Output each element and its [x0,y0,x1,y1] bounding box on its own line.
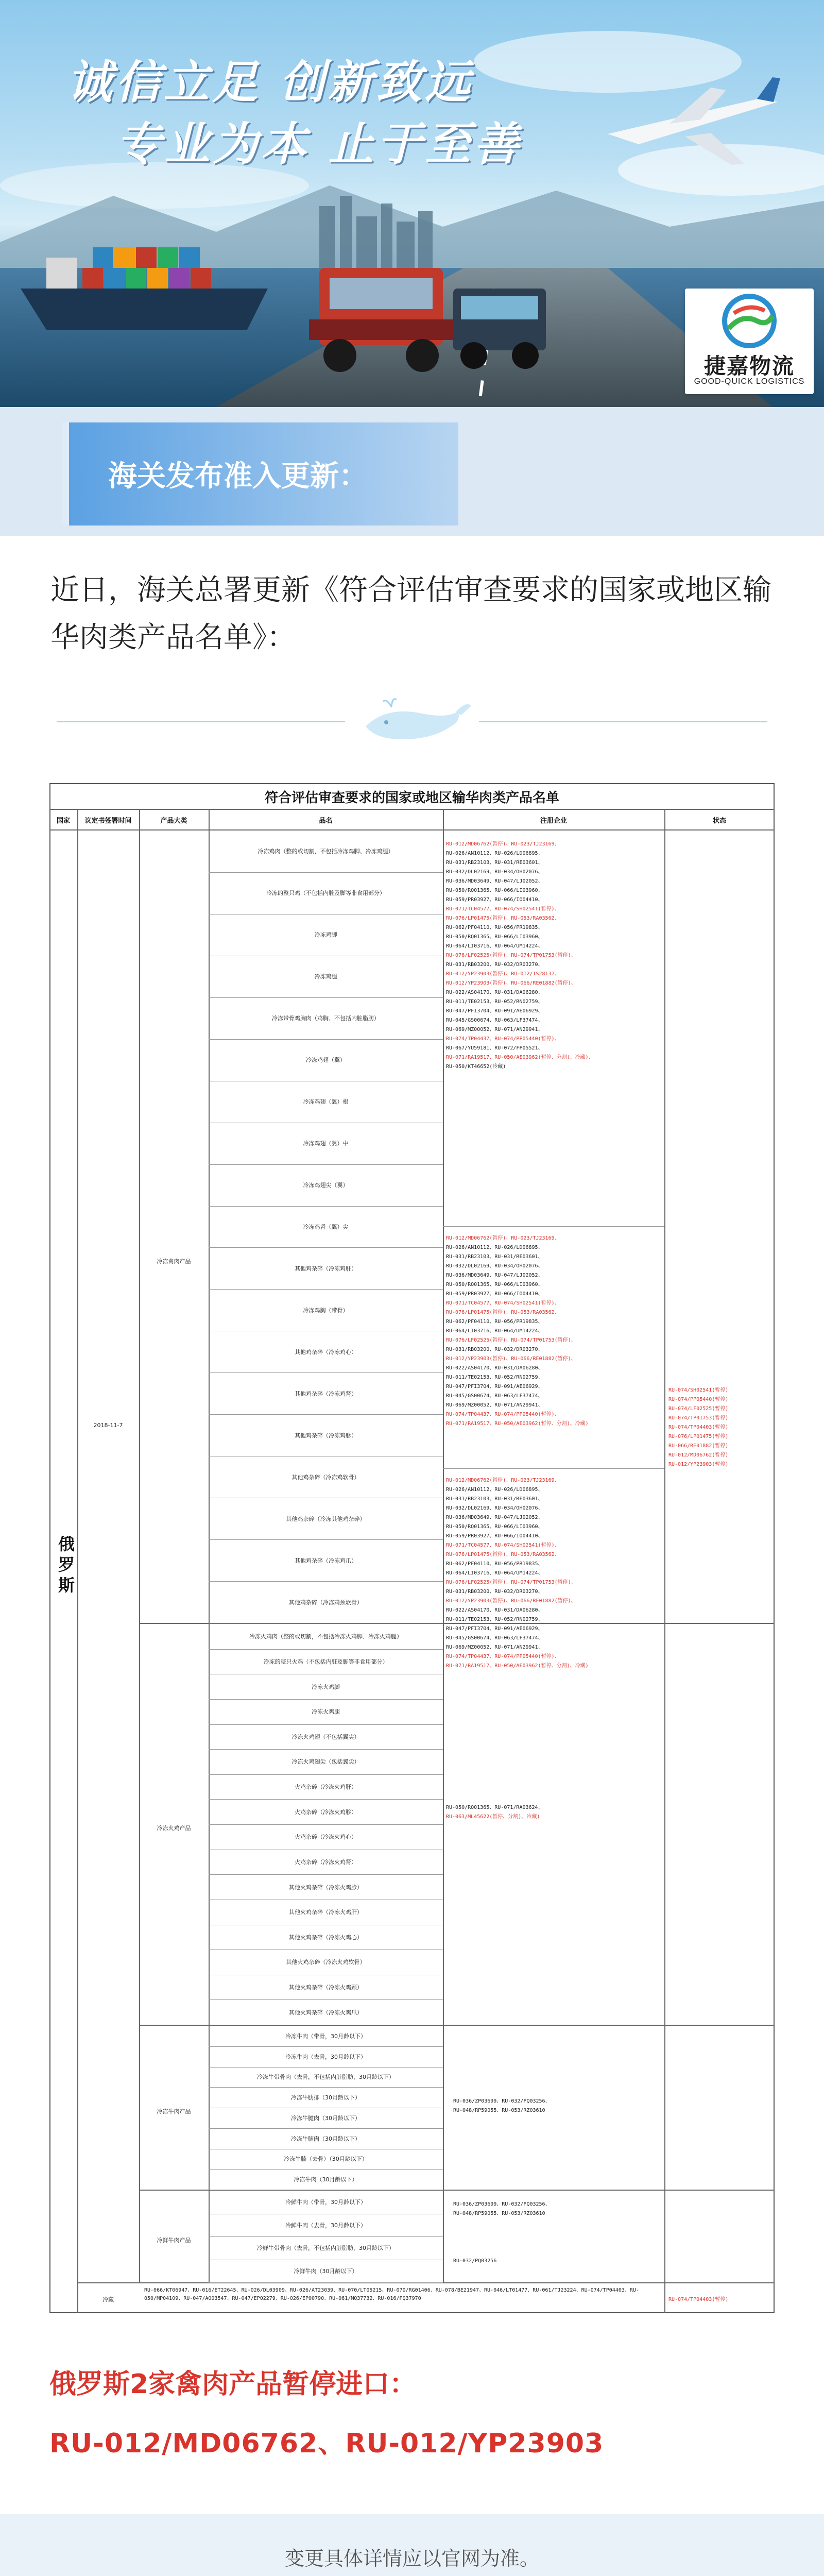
table-row-divider [209,2087,443,2088]
table-rule [139,809,140,2282]
product-name: 冷冻牛肉（30月龄以下） [294,2176,358,2183]
document-title: 符合评估审查要求的国家或地区输华肉类产品名单 [264,790,559,806]
category-poultry: 冷冻禽肉产品 [157,1258,191,1265]
product-name: 其他火鸡杂碎（冷冻火鸡爪） [289,2009,363,2016]
product-name: 其他鸡杂碎（冷冻鸡肝） [295,1265,357,1272]
table-row-divider [209,1581,443,1582]
table-row-divider [209,1774,443,1775]
product-name: 冷冻牛肉（去骨，30月龄以下） [285,2053,366,2060]
enterprise-list-3: RU-012/MD06762(暂停)、RU-023/TJ23169、 RU-026/AN10112、RU-026/LD06895、 RU-031/RB23103、RU-031/RE03601、 RU-032/DL02169、RU-034/OH02076、 RU-036/MD03649、RU-047/LJ02052、 RU-050/RQ01365、RU-066/LI03960、 RU-059/PR03927、RU-066/IO04410、 RU-071/TC04577、RU-074/SH02541(暂停)、 RU-076/LP01475(暂停)、RU-053/RA03562、 RU-062/PF04110、RU-056/PR19835、 RU-064/LI03716、RU-064/UM14224、 RU-076/LF02525(暂停)、RU-074/TP01753(暂停)、 RU-031/RB03200、RU-032/DR03270、 RU-012/YP23903(暂停)、RU-066/RE01882(暂停)、 RU-022/AS04170、RU-031/DA06280、 RU-011/TE02153、RU-052/RN02759、 RU-047/PFI3704、RU-091/AE06929、 RU-045/GS00674、RU-063/LF37474、 RU-069/MZ00052、RU-071/AN29941、 RU-074/TP04437、RU-074/PP05440(暂停)、 RU-071/RA19517、RU-050/AE03962(暂停、分割)、冷藏) [446,1478,589,1669]
product-name: 冷冻鸡翅（翼）中 [303,1140,349,1147]
header-banner [0,0,824,407]
category-frozen-beef: 冷冻牛肉产品 [157,2108,191,2115]
product-name: 冷冻火鸡翅（不包括翼尖） [291,1733,360,1740]
table-rule [443,1468,664,1469]
intro-paragraph: 近日，海关总署更新《符合评估审查要求的国家或地区输华肉类产品名单》： [50,573,771,654]
enterprise-list-2: RU-012/MD06762(暂停)、RU-023/TJ23169、 RU-026/AN10112、RU-026/LD06895、 RU-031/RB23103、RU-031/RE03601、 RU-032/DL02169、RU-034/OH02076、 RU-036/MD03649、RU-047/LJ02052、 RU-050/RQ01365、RU-066/LI03960、 RU-059/PR03927、RU-066/IO04410、 RU-071/TC04577、RU-074/SH02541(暂停)、 RU-076/LP01475(暂停)、RU-053/RA03562、 RU-062/PF04110、RU-056/PR19835、 RU-064/LI03716、RU-064/UM14224、 RU-076/LF02525(暂停)、RU-074/TP01753(暂停)、 RU-031/RB03200、RU-032/DR03270、 RU-012/YP23903(暂停)、RU-066/RE01882(暂停)、 RU-022/AS04170、RU-031/DA06280、 RU-011/TE02153、RU-052/RN02759、 RU-047/PFI3704、RU-091/AE06929、 RU-045/GS00674、RU-063/LF37474、 RU-069/MZ00052、RU-071/AN29941、 RU-074/TP04437、RU-074/PP05440(暂停)、 RU-071/RA19517、RU-050/AE03962(暂停、分割)、冷藏) [446,1235,589,1427]
table-row-divider [209,997,443,998]
table-row-divider [209,2128,443,2129]
divider-line [479,721,767,722]
product-name: 冷冻火鸡肉（整的或切割，不包括冷冻火鸡脚、冷冻火鸡腿） [249,1633,402,1640]
brand-logo-icon [721,293,778,349]
product-name: 冷冻牛肋排（30月龄以下） [291,2094,360,2102]
product-name: 冷冻鸡翅（翼） [306,1057,346,1064]
whale-icon [355,690,474,752]
product-name: 冷鲜牛肉（带骨，30月龄以下） [285,2199,366,2206]
table-rule [664,809,665,2313]
product-name: 其他火鸡杂碎（冷冻火鸡胗） [289,1884,363,1891]
table-row-divider [209,1649,443,1650]
category-turkey: 冷冻火鸡产品 [157,1825,191,1832]
product-name: 其他鸡杂碎（冷冻鸡颈软骨） [289,1599,363,1606]
divider-line [57,721,345,722]
table-row-divider [209,872,443,873]
table-row-divider [209,1206,443,1207]
table-row-divider [209,1724,443,1725]
meat-product-list-document [49,783,775,2313]
header-product-name: 品名 [319,817,333,825]
header-enterprises: 注册企业 [540,817,567,825]
product-name: 冷冻鸡脚 [314,931,337,939]
category-chilled: 冷藏 [102,2296,114,2303]
product-name: 其他火鸡杂碎（冷冻火鸡颈） [289,1984,363,1991]
product-name: 其他鸡杂碎（冷冻鸡爪） [295,1557,357,1564]
section-title-accent [62,422,69,526]
banner-slogan-line1: 诚信立足 创新致远 [67,55,473,109]
product-name: 冷鲜牛带骨肉（去骨，不包括内脏脂肪，30月龄以下） [257,2245,394,2252]
product-name: 其他鸡杂碎（冷冻鸡心） [295,1348,357,1355]
product-name: 其他火鸡杂碎（冷冻火鸡软骨） [286,1959,366,1966]
table-row-divider [209,1289,443,1290]
table-rule [49,829,775,831]
product-name: 冷冻鸡腿 [314,973,337,980]
brand-logo-card [685,289,814,394]
sign-date: 2018-11-7 [93,1422,123,1429]
table-row-divider [209,1372,443,1373]
product-name: 冷冻火鸡脚 [312,1683,340,1690]
product-name: 冷冻鸡肾（翼）尖 [303,1224,349,1230]
header-sign-date: 议定书签署时间 [84,817,132,825]
header-status: 状态 [712,817,726,825]
table-row-divider [209,1164,443,1165]
table-rule [209,809,210,2282]
header-category: 产品大类 [160,817,187,825]
category-chilled-beef: 冷鲜牛肉产品 [157,2237,191,2244]
product-name: 冷冻的整只鸡（不包括内脏及脚等非食用部分） [266,890,385,897]
table-row-divider [209,2046,443,2047]
product-name: 冷鲜牛肉（去骨，30月龄以下） [285,2222,366,2229]
product-name: 其他鸡杂碎（冷冻鸡软骨） [291,1473,360,1481]
product-name: 其他鸡杂碎（冷冻鸡肾） [295,1390,357,1397]
enterprise-list-1: RU-012/MD06762(暂停)、RU-023/TJ23169、 RU-026/AN10112、RU-026/LD06895、 RU-031/RB23103、RU-031/RE03601、 RU-032/DL02169、RU-034/OH02076、 RU-036/MD03649、RU-047/LJ02052、 RU-050/RQ01365、RU-066/LI03960、 RU-059/PR03927、RU-066/IO04410、 RU-071/TC04577、RU-074/SH02541(暂停)、 RU-076/LP01475(暂停)、RU-053/RA03562、 RU-062/PF04110、RU-056/PR19835、 RU-050/RQ01365、RU-066/LI03960、 RU-064/LI03716、RU-064/UM14224、 RU-076/LF02525(暂停)、RU-074/TP01753(暂停)、 RU-031/RB03200、RU-032/DR03270、 RU-012/YP23903(暂停)、RU-012/IS28137、 RU-012/YP23903(暂停)、RU-066/RE01882(暂停)、 RU-022/AS04170、RU-031/DA06280、 RU-011/TE02153、RU-052/RN02759、 RU-047/PFI3704、RU-091/AE06929、 RU-045/GS00674、RU-063/LF37474、 RU-069/MZ00052、RU-071/AN29941、 RU-074/TP04437、RU-074/PP05440(暂停)、 RU-067/YU59181、RU-072/FP05521、 RU-071/RA19517、RU-050/AE03962(暂停、分割)、冷藏)、 RU-050/KT46652(冷藏) [446,841,594,1070]
header-country: 国家 [56,817,70,825]
product-name: 冷冻鸡肉（整的或切割，不包括冷冻鸡脚、冷冻鸡腿） [258,848,394,855]
product-name: 冷冻的整只火鸡（不包括内脏及脚等非食用部分） [263,1658,388,1665]
table-row-divider [209,1999,443,2000]
product-name: 火鸡杂碎（冷冻火鸡肾） [295,1858,357,1866]
table-row-divider [209,1414,443,1415]
table-row-divider [209,1799,443,1800]
product-name: 冷冻鸡胸（带骨） [303,1307,349,1314]
country-name: 俄罗斯 [56,1535,75,1597]
product-name: 冷冻牛带骨肉（去骨，不包括内脏脂肪，30月龄以下） [257,2074,394,2081]
table-row-divider [209,2282,443,2283]
table-row-divider [209,1749,443,1750]
table-row-divider [209,1824,443,1825]
status-suspended-list: RU-074/SH02541(暂停) RU-074/PP05440(暂停) RU-074/LF02525(暂停) RU-074/TP01753(暂停) RU-074/TP04403(暂停) RU-076/LP01475(暂停) RU-066/RE01882(暂停) RU-012/MD06762(暂停) RU-012/YP23903(暂停) [668,1387,729,1467]
product-name: 其他鸡杂碎（冷冻鸡胗） [295,1432,357,1439]
product-name: 冷冻带骨鸡胸肉（鸡胸、不包括内脏脂肪） [272,1015,380,1022]
brand-name-cn: 捷嘉物流 [703,353,795,379]
bottom-row-status: RU-074/TP04403(暂停) [668,2297,729,2302]
enterprise-list-chilled: RU-036/ZP03699、RU-032/PQ03256、 RU-048/RP59055、RU-053/RZ03610 [453,2201,551,2216]
product-name: 火鸡杂碎（冷冻火鸡心） [295,1834,357,1841]
table-row-divider [209,2236,443,2237]
product-name: 其他鸡杂碎（冷冻其他鸡杂碎） [286,1515,366,1522]
suspension-notice-codes: RU-012/MD06762、RU-012/YP23903 [49,2428,604,2459]
banner-slogan-line2: 专业为本 止于至善 [116,117,522,171]
enterprise-chilled-extra: RU-032/PQ03256 [453,2258,497,2264]
table-rule [49,809,775,810]
product-name: 其他火鸡杂碎（冷冻火鸡心） [289,1934,363,1941]
product-name: 其他火鸡杂碎（冷冻火鸡肝） [289,1909,363,1916]
product-name: 冷冻牛腩肉（30月龄以下） [291,2135,360,2142]
suspension-notice-title: 俄罗斯2家禽肉产品暂停进口： [49,2369,417,2400]
product-name: 冷冻鸡翅尖（翼） [303,1182,349,1189]
product-name: 火鸡杂碎（冷冻火鸡肝） [295,1784,357,1791]
table-row-divider [209,1699,443,1700]
product-name: 冷冻牛腩（去骨）（30月龄以下） [284,2156,368,2163]
enterprise-list-beef: RU-036/ZP03699、RU-032/PQ03256、 RU-048/RP59055、RU-053/RZ03610 [453,2098,551,2113]
table-row-divider [209,1039,443,1040]
section-title: 海关发布准入更新： [108,460,368,493]
product-name: 火鸡杂碎（冷冻火鸡胗） [295,1808,357,1816]
table-rule [443,1226,664,1227]
product-name: 冷鲜牛肉（30月龄以下） [294,2267,358,2275]
brand-name-en: GOOD-QUICK LOGISTICS [694,377,805,386]
bottom-row-enterprises: RU-066/KT06947、RU-016/ET22645、RU-026/DL03909、RU-026/AT23039、RU-070/LT05215、RU-070/RG01406、RU-078/BE21947、RU-046/LT01477、RU-061/TJ23224、RU-074/TP04403、RU-050/MP04109、RU-047/AO03547、RU-047/EP02279、RU-026/EP00790、RU-061/MQ37732、RU-016/PQ37970 [144,2287,639,2301]
table-rule [443,809,444,2282]
product-name: 冷冻鸡翅（翼）根 [303,1098,349,1106]
table-row-divider [209,1874,443,1875]
product-name: 冷冻牛肉（带骨，30月龄以下） [285,2032,366,2040]
footer-note: 变更具体详情应以官网为准。 [284,2547,539,2570]
table-rule [77,809,78,2313]
table-row-divider [209,1539,443,1540]
product-name: 冷冻牛腱肉（30月龄以下） [291,2114,360,2122]
table-row-divider [209,2169,443,2170]
product-name: 冷冻火鸡腿 [312,1708,340,1716]
enterprise-list-turkey: RU-050/RQ01365、RU-071/RA03624、 RU-063/ML45622(暂停、分割)、冷藏) [446,1805,543,1820]
table-row-divider [209,1247,443,1248]
product-name: 冷冻火鸡翅尖（包括翼尖） [291,1758,360,1766]
